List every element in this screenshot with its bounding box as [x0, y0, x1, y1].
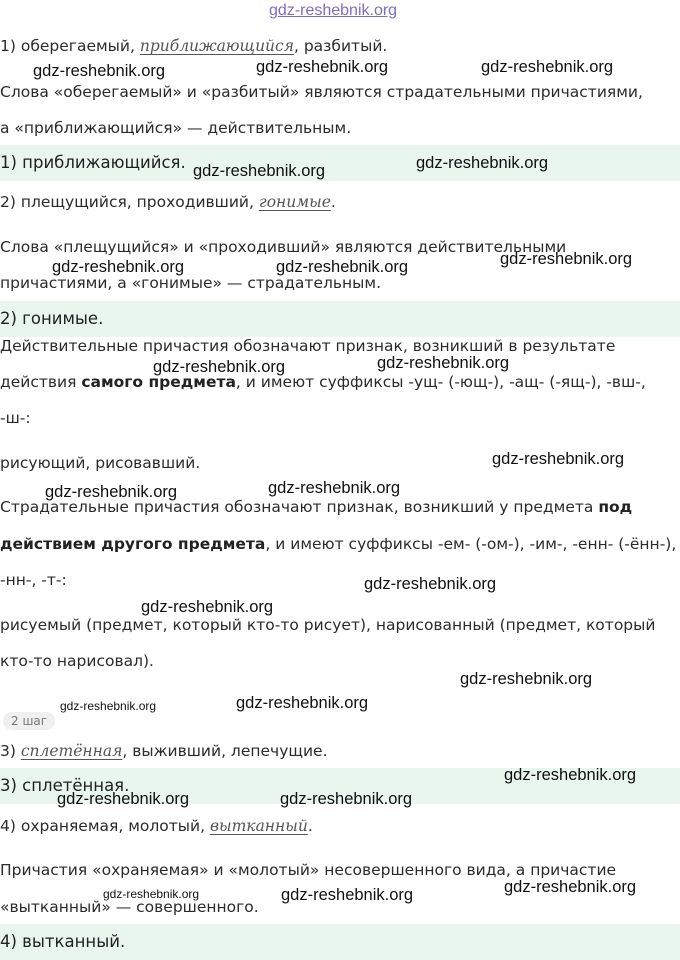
bold-text: действием другого предмета [0, 535, 266, 553]
watermark: gdz-reshebnik.org [52, 258, 185, 276]
text: Страдательные причастия обозначают признак, возникший у предмета [0, 498, 599, 516]
watermark: gdz-reshebnik.org [153, 358, 286, 376]
word: . [330, 193, 336, 211]
watermark-link[interactable]: gdz-reshebnik.org [269, 2, 398, 19]
word: , выживший, лепечущие. [122, 742, 328, 760]
answer-1 [0, 145, 680, 181]
watermark: gdz-reshebnik.org [193, 162, 326, 180]
explanation-2-line-1: Слова «плещущийся» и «проходивший» являются действительными [0, 238, 567, 256]
watermark: gdz-reshebnik.org [481, 58, 614, 76]
watermark: gdz-reshebnik.org [141, 598, 274, 616]
handwritten-word: гонимые [258, 193, 331, 211]
watermark: gdz-reshebnik.org [460, 670, 593, 688]
watermark: gdz-reshebnik.org [276, 258, 409, 276]
watermark: gdz-reshebnik.org [45, 483, 178, 501]
watermark: gdz-reshebnik.org [256, 58, 389, 76]
watermark: gdz-reshebnik.org [103, 887, 200, 901]
text: действия [0, 373, 82, 391]
explanation-4-line-2: «вытканный» — совершенного. [0, 898, 259, 916]
watermark: gdz-reshebnik.org [504, 766, 637, 784]
watermark: gdz-reshebnik.org [60, 699, 157, 713]
explanation-2-line-2: причастиями, а «гонимые» — страдательным. [0, 274, 382, 292]
watermark: gdz-reshebnik.org [377, 354, 510, 372]
word: , разбитый. [293, 37, 388, 55]
watermark: gdz-reshebnik.org [416, 154, 549, 172]
task-1-line [0, 35, 680, 57]
task-4-line [0, 815, 680, 837]
answer-4 [0, 924, 680, 960]
task-3-line [0, 740, 680, 762]
watermark: gdz-reshebnik.org [57, 790, 190, 808]
step-badge: 2 шаг [3, 712, 55, 730]
watermark: gdz-reshebnik.org [281, 886, 414, 904]
watermark: gdz-reshebnik.org [500, 250, 633, 268]
answer-text: 2) гонимые. [0, 309, 104, 328]
explanation-4-line-1: Причастия «охраняемая» и «молотый» несовершенного вида, а причастие [0, 861, 617, 879]
watermark: gdz-reshebnik.org [236, 694, 369, 712]
rule-1-line-3: -ш-: [0, 409, 31, 427]
answer-text: 4) вытканный. [0, 932, 126, 951]
word: . [307, 817, 313, 835]
handwritten-word: вытканный [209, 817, 308, 835]
text: , и имеют суффиксы -ущ- (-ющ-), -ащ- (-ящ-), -вш-, [235, 373, 646, 391]
explanation-1-line-2: а «приближающийся» — действительным. [0, 119, 352, 137]
answer-text: 1) приближающийся. [0, 153, 186, 172]
handwritten-word: сплетённая [20, 742, 123, 760]
task-2-line [0, 191, 680, 213]
bold-text: под [598, 498, 633, 516]
rule-2-example-1: рисуемый (предмет, который кто-то рисует), нарисованный (предмет, который [0, 616, 656, 634]
answer-2 [0, 301, 680, 337]
explanation-1-line-1: Слова «оберегаемый» и «разбитый» являются страдательными причастиями, [0, 83, 643, 101]
watermark: gdz-reshebnik.org [268, 479, 401, 497]
word: плещущийся, проходивший, [20, 193, 259, 211]
task-number: 4) [0, 817, 21, 835]
task-number: 1) [0, 37, 21, 55]
watermark: gdz-reshebnik.org [492, 450, 625, 468]
bold-text: самого предмета [81, 373, 236, 391]
watermark: gdz-reshebnik.org [280, 790, 413, 808]
task-number: 3) [0, 742, 21, 760]
handwritten-word: приближающийся [139, 37, 294, 55]
rule-1-example: рисующий, рисовавший. [0, 454, 201, 472]
word: охраняемая, молотый, [20, 817, 210, 835]
rule-2-line-2 [0, 533, 680, 555]
task-number: 2) [0, 193, 21, 211]
rule-2-example-2: кто-то нарисовал). [0, 652, 154, 670]
word: оберегаемый, [20, 37, 140, 55]
rule-1-line-1: Действительные причастия обозначают признак, возникший в результате [0, 337, 616, 355]
watermark: gdz-reshebnik.org [504, 878, 637, 896]
watermark: gdz-reshebnik.org [33, 62, 166, 80]
answer-text: 3) сплетённая. [0, 776, 130, 795]
rule-1-line-2 [0, 371, 680, 393]
rule-2-line-3: -нн-, -т-: [0, 571, 67, 589]
watermark: gdz-reshebnik.org [364, 575, 497, 593]
text: , и имеют суффиксы -ем- (-ом-), -им-, -енн- (-ённ-), [265, 535, 677, 553]
